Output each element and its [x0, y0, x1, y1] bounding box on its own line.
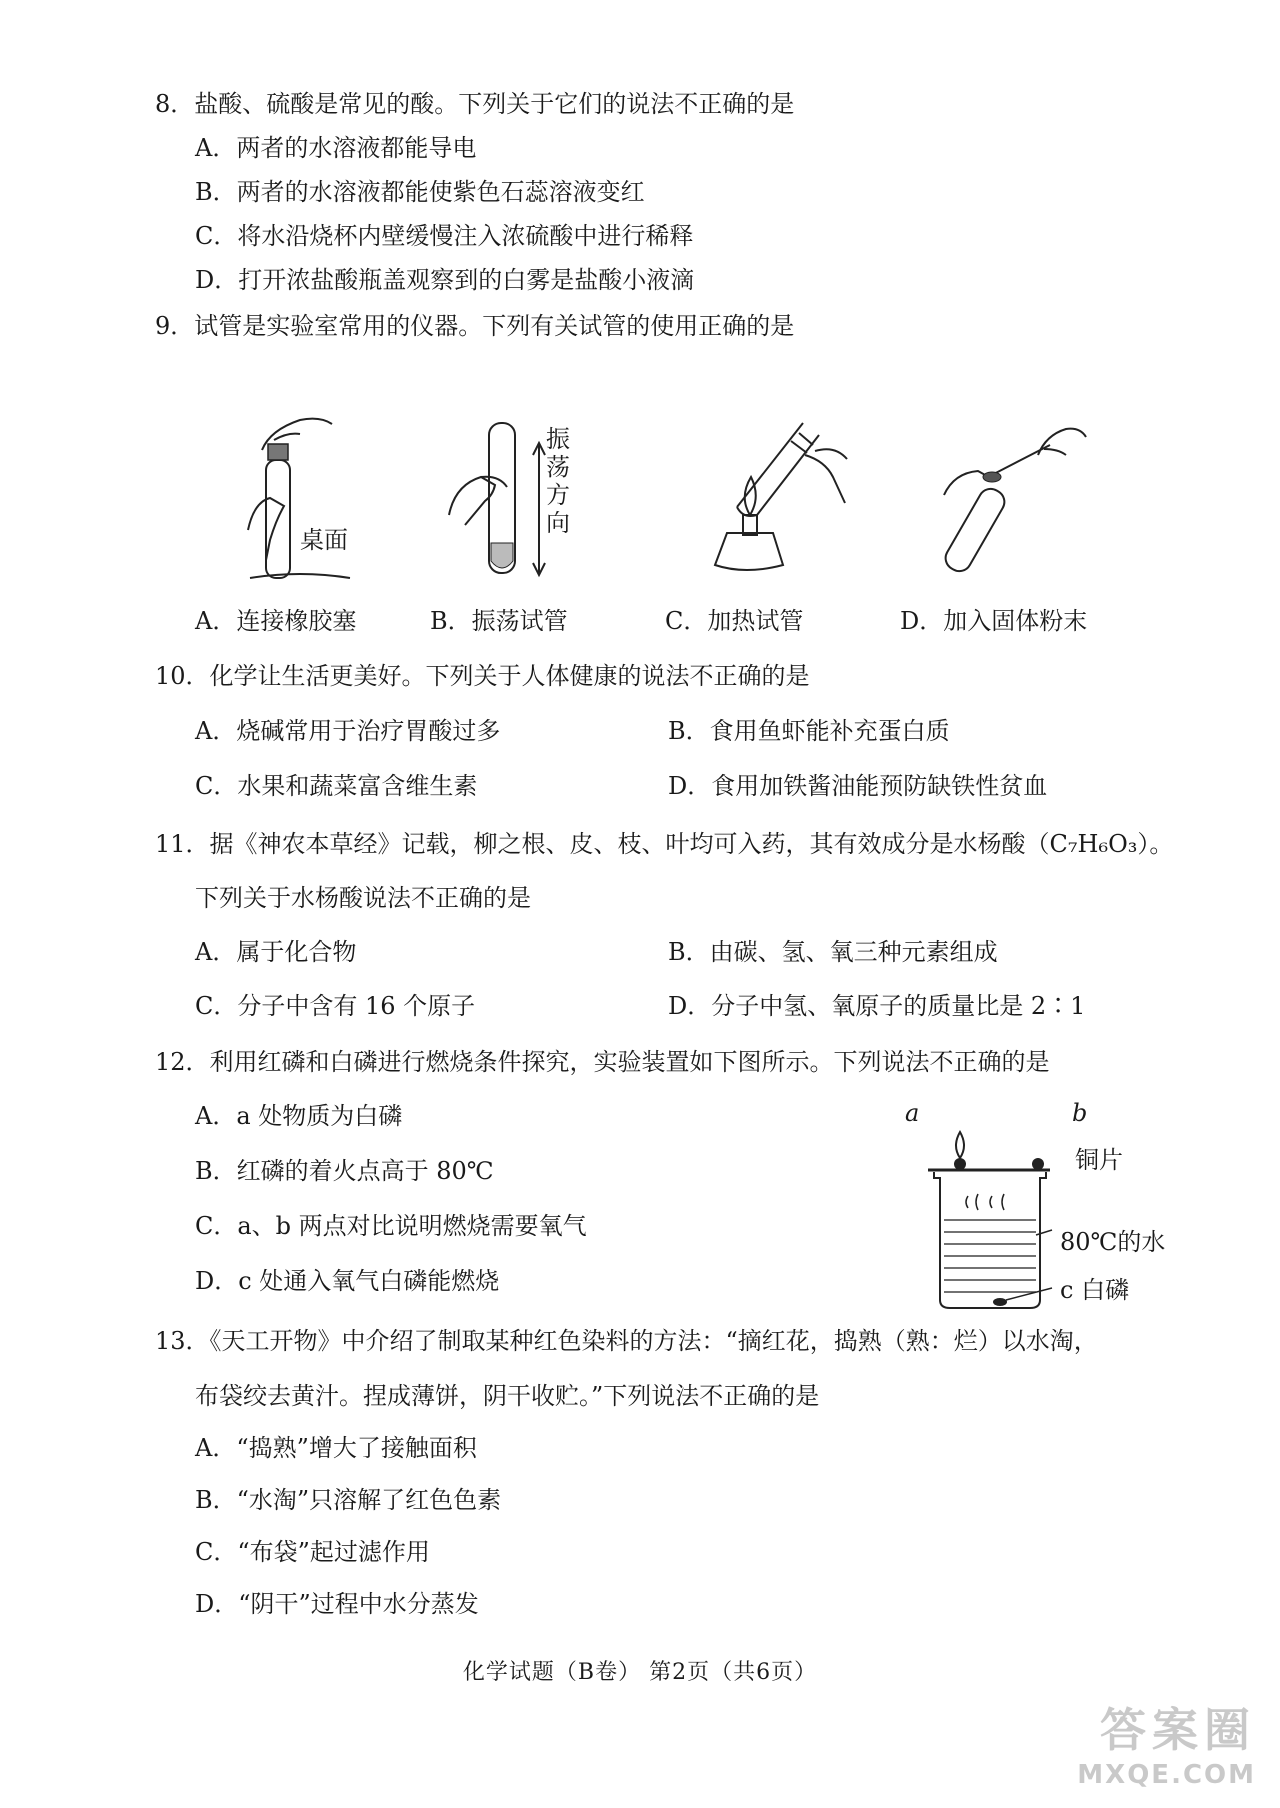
q12-stem: 12．利用红磷和白磷进行燃烧条件探究，实验装置如下图所示。下列说法不正确的是: [155, 1048, 1050, 1076]
q9-option-d: D．加入固体粉末: [900, 607, 1088, 635]
q8-option-c: C．将水沿烧杯内壁缓慢注入浓硫酸中进行稀释: [195, 222, 694, 250]
q12-option-c: C．a、b 两点对比说明燃烧需要氧气: [195, 1212, 587, 1240]
q9-option-c: C．加热试管: [665, 607, 804, 635]
q9-option-b: B．振荡试管: [430, 607, 568, 635]
q9-figure-b: [445, 415, 555, 585]
watermark: [1077, 1694, 1256, 1790]
q13-option-d: D．“阴干”过程中水分蒸发: [195, 1590, 479, 1618]
q13-option-a: A．“捣熟”增大了接触面积: [195, 1434, 477, 1462]
q12-option-b: B．红磷的着火点高于 80℃: [195, 1157, 494, 1185]
q9-stem: 9．试管是实验室常用的仪器。下列有关试管的使用正确的是: [155, 312, 795, 340]
q11-option-b: B．由碳、氢、氧三种元素组成: [668, 938, 998, 966]
q8-option-d: D．打开浓盐酸瓶盖观察到的白雾是盐酸小液滴: [195, 266, 695, 294]
q13-stem-line2: 布袋绞去黄汁。捏成薄饼，阴干收贮。”下列说法不正确的是: [195, 1382, 820, 1410]
q13-option-c: C．“布袋”起过滤作用: [195, 1538, 430, 1566]
q11-stem-line2: 下列关于水杨酸说法不正确的是: [195, 884, 531, 912]
q10-stem: 10．化学让生活更美好。下列关于人体健康的说法不正确的是: [155, 662, 810, 690]
q8-option-b: B．两者的水溶液都能使紫色石蕊溶液变红: [195, 178, 645, 206]
q8-stem: 8．盐酸、硫酸是常见的酸。下列关于它们的说法不正确的是: [155, 90, 795, 118]
q12-label-b: b: [1072, 1099, 1088, 1127]
q11-option-a: A．属于化合物: [195, 938, 357, 966]
q9-desk-label: 桌面: [300, 526, 348, 554]
watermark-url: MXQE.COM: [1077, 1760, 1256, 1790]
q12-label-a: a: [905, 1099, 920, 1127]
q9-figure-c: [695, 415, 855, 580]
q13-stem-line1: 13．《天工开物》中介绍了制取某种红色染料的方法：“摘红花，捣熟（熟：烂）以水淘，: [155, 1327, 1098, 1355]
q9-figure-a: [240, 410, 360, 585]
q11-option-d: D．分子中氢、氧原子的质量比是 2∶1: [668, 992, 1086, 1020]
page-footer: 化学试题（B卷） 第2页（共6页）: [462, 1660, 818, 1685]
q9-shake-direction-label: 振荡方向: [546, 425, 570, 537]
q12-water-label: 80℃的水: [1060, 1228, 1166, 1256]
watermark-title: 答案圈: [1100, 1703, 1256, 1757]
q8-option-a: A．两者的水溶液都能导电: [195, 134, 477, 162]
q13-option-b: B．“水淘”只溶解了红色色素: [195, 1486, 502, 1514]
q12-option-a: A．a 处物质为白磷: [195, 1102, 403, 1130]
q12-copper-label: 铜片: [1075, 1146, 1123, 1174]
q9-option-a: A．连接橡胶塞: [195, 607, 357, 635]
q10-option-c: C．水果和蔬菜富含维生素: [195, 772, 478, 800]
q10-option-b: B．食用鱼虾能补充蛋白质: [668, 717, 950, 745]
q9-figure-d: [940, 415, 1090, 575]
q11-option-c: C．分子中含有 16 个原子: [195, 992, 476, 1020]
q10-option-d: D．食用加铁酱油能预防缺铁性贫血: [668, 772, 1048, 800]
q10-option-a: A．烧碱常用于治疗胃酸过多: [195, 717, 501, 745]
q11-stem-line1: 11．据《神农本草经》记载，柳之根、皮、枝、叶均可入药，其有效成分是水杨酸（C₇H₆O₃）。: [155, 830, 1174, 858]
q12-option-d: D．c 处通入氧气白磷能燃烧: [195, 1267, 500, 1295]
q12-white-phosphorus-label: c 白磷: [1060, 1276, 1130, 1304]
q12-apparatus-figure: [920, 1110, 1060, 1310]
